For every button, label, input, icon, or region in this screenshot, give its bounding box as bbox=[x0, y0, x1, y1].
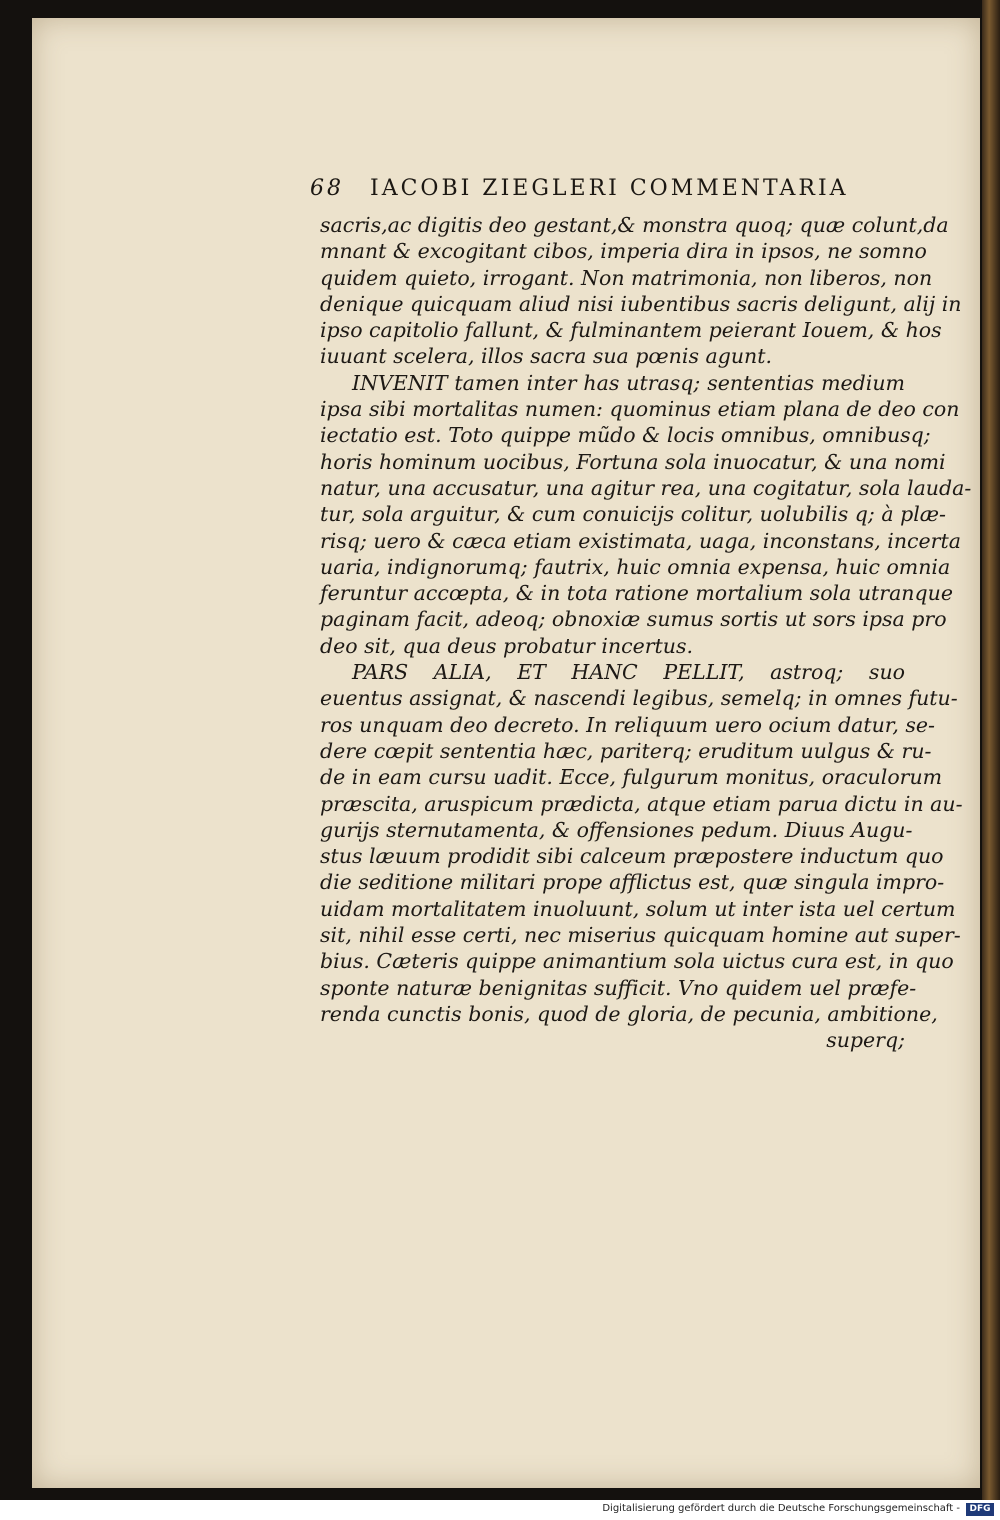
text-line: mnant & excogitant cibos, imperia dira in ipsos, ne somno bbox=[320, 239, 927, 264]
text-line: dere cœpit sententia hæc, pariterq; eruditum uulgus & ru- bbox=[320, 738, 932, 763]
text-line: uaria, indignorumq; fautrix, huic omnia expensa, huic omnia bbox=[320, 554, 951, 579]
text-line: stus læuum prodidit sibi calceum præpostere inductum quo bbox=[320, 844, 944, 869]
text-line: præscita, aruspicum prædicta, atque etiam parua dictu in au- bbox=[320, 791, 963, 816]
text-line: uidam mortalitatem inuoluunt, solum ut inter ista uel certum bbox=[320, 896, 956, 921]
text-line: renda cunctis bonis, quod de gloria, de pecunia, ambitione, bbox=[320, 1001, 938, 1026]
text-line: sponte naturæ benignitas sufficit. Vno quidem uel præfe- bbox=[320, 975, 917, 1000]
text-line: deo sit, qua deus probatur incertus. bbox=[320, 633, 694, 658]
text-line: de in eam cursu uadit. Ecce, fulgurum monitus, oraculorum bbox=[320, 765, 943, 790]
text-line: ipsa sibi mortalitas numen: quominus etiam plana de deo con bbox=[320, 397, 960, 422]
text-line: bius. Cæteris quippe animantium sola uictus cura est, in quo bbox=[320, 949, 954, 974]
text-line: sacris,ac digitis deo gestant,& monstra quoq; quæ colunt,da bbox=[320, 213, 949, 237]
text-line: iectatio est. Toto quippe mũdo & locis omnibus, omnibusq; bbox=[320, 423, 931, 448]
text-line: tur, sola arguitur, & cum conuicijs colitur, uolubilis q; à plæ- bbox=[320, 502, 946, 527]
text-line: gurijs sternutamenta, & offensiones pedum. Diuus Augu- bbox=[320, 817, 913, 842]
text-line: horis hominum uocibus, Fortuna sola inuocatur, & una nomi bbox=[320, 449, 946, 474]
funding-credit: Digitalisierung gefördert durch die Deutsche Forschungsgemeinschaft - bbox=[602, 1503, 960, 1514]
text-line: paginam facit, adeoq; obnoxiæ sumus sortis ut sors ipsa pro bbox=[320, 607, 947, 632]
text-line: die seditione militari prope afflictus est, quæ singula impro- bbox=[320, 870, 945, 895]
text-line: risq; uero & cæca etiam existimata, uaga, inconstans, incerta bbox=[320, 528, 961, 553]
catchword: superq; bbox=[826, 1028, 905, 1053]
paragraph-start: INVENIT tamen inter has utrasq; sententias medium bbox=[352, 370, 905, 395]
page-number: 68 bbox=[310, 176, 344, 201]
page-edge bbox=[982, 0, 1000, 1500]
text-line: euentus assignat, & nascendi legibus, semelq; in omnes futu- bbox=[320, 686, 958, 711]
running-title: IACOBI ZIEGLERI COMMENTARIA bbox=[370, 176, 849, 201]
running-head bbox=[310, 176, 900, 201]
text-line: quidem quieto, irrogant. Non matrimonia, non liberos, non bbox=[320, 265, 933, 290]
dfg-logo-icon: DFG bbox=[966, 1503, 994, 1516]
text-line: sit, nihil esse certi, nec miserius quicquam homine aut super- bbox=[320, 923, 961, 948]
text-line: feruntur accœpta, & in tota ratione mortalium sola utranque bbox=[320, 581, 953, 606]
footer-bar bbox=[0, 1500, 1000, 1520]
text-line: ipso capitolio fallunt, & fulminantem peierant Iouem, & hos bbox=[320, 318, 942, 343]
text-line: iuuant scelera, illos sacra sua pœnis agunt. bbox=[320, 344, 772, 369]
text-line: denique quicquam aliud nisi iubentibus sacris deligunt, alij in bbox=[320, 291, 962, 316]
text-line: ros unquam deo decreto. In reliquum uero ocium datur, se- bbox=[320, 712, 935, 737]
text-line: natur, una accusatur, una agitur rea, una cogitatur, sola lauda- bbox=[320, 475, 972, 500]
paragraph-start: PARS ALIA, ET HANC PELLIT, astroq; suo bbox=[352, 660, 905, 685]
body-text bbox=[320, 212, 972, 1054]
